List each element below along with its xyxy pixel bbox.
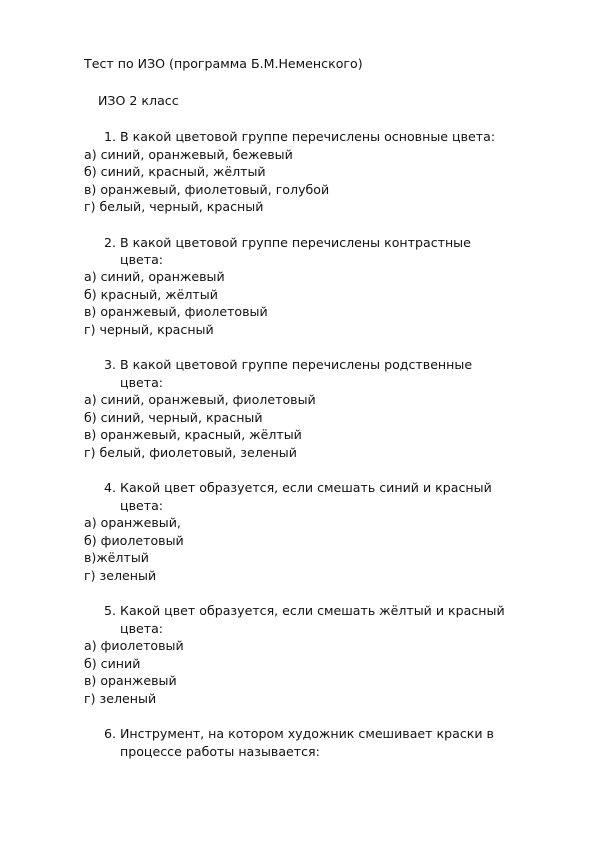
option-2d: г) черный, красный [84,322,214,337]
option-5d: г) зеленый [84,691,157,706]
option-4b: б) фиолетовый [84,533,184,548]
question-number: 1. [104,129,117,144]
question-text: Какой цвет образуется, если смешать синий и красный [120,480,492,495]
question-text: В какой цветовой группе перечислены контрастные [120,235,471,250]
question-6-continuation: процессе работы называется: [120,744,320,759]
question-number: 2. [104,235,117,250]
option-3b: б) синий, черный, красный [84,410,263,425]
option-3c: в) оранжевый, красный, жёлтый [84,427,302,442]
question-text: Инструмент, на котором художник смешивает краски в [120,726,494,741]
option-1d: г) белый, черный, красный [84,199,264,214]
question-6 [104,725,494,742]
question-text: В какой цветовой группе перечислены родственные [120,357,473,372]
option-5c: в) оранжевый [84,673,177,688]
question-number: 5. [104,603,117,618]
question-2 [104,234,471,251]
question-3-continuation: цвета: [120,375,164,390]
option-4d: г) зеленый [84,568,157,583]
document-title: Тест по ИЗО (программа Б.М.Неменского) [84,56,363,71]
question-2-continuation: цвета: [120,252,164,267]
question-number: 3. [104,357,117,372]
option-2b: б) красный, жёлтый [84,287,218,302]
option-1c: в) оранжевый, фиолетовый, голубой [84,182,330,197]
option-4a: а) оранжевый, [84,515,181,530]
option-5b: б) синий [84,656,141,671]
option-4c: в)жёлтый [84,550,149,565]
question-1 [104,128,495,145]
question-text: Какой цвет образуется, если смешать жёлтый и красный [120,603,505,618]
question-number: 4. [104,480,117,495]
option-2a: а) синий, оранжевый [84,269,225,284]
option-1b: б) синий, красный, жёлтый [84,164,266,179]
option-3a: а) синий, оранжевый, фиолетовый [84,392,316,407]
option-3d: г) белый, фиолетовый, зеленый [84,445,297,460]
option-5a: а) фиолетовый [84,638,184,653]
question-text: В какой цветовой группе перечислены основные цвета: [120,129,496,144]
question-3 [104,356,472,373]
question-5-continuation: цвета: [120,621,164,636]
question-4-continuation: цвета: [120,498,164,513]
option-2c: в) оранжевый, фиолетовый [84,304,268,319]
question-4 [104,479,492,496]
question-5 [104,602,505,619]
option-1a: а) синий, оранжевый, бежевый [84,147,293,162]
grade-heading: ИЗО 2 класс [98,93,179,108]
question-number: 6. [104,726,117,741]
